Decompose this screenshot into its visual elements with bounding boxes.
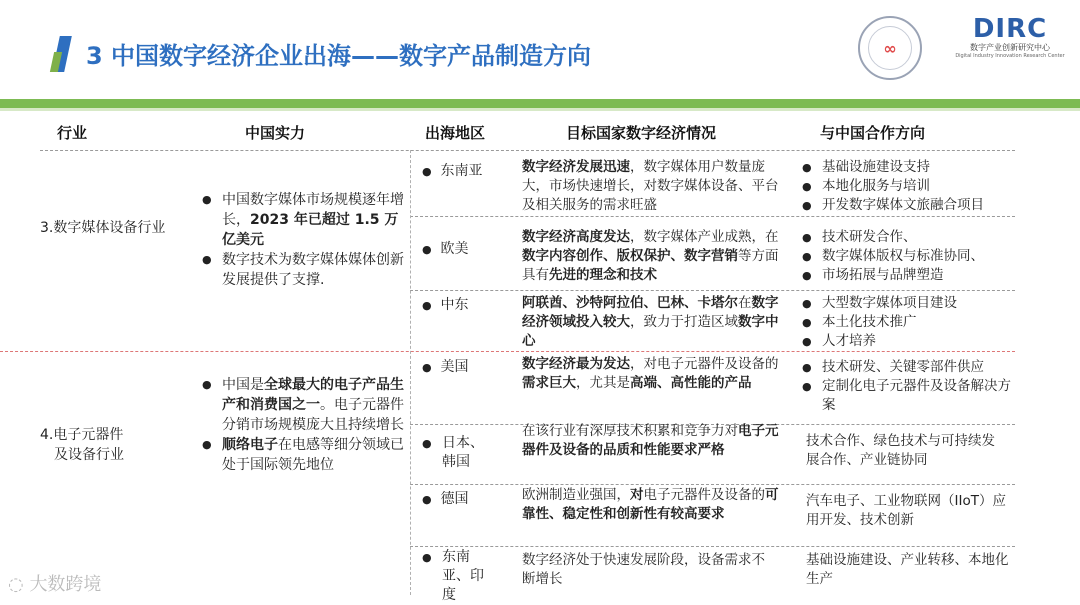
col-header-cooperation: 与中国合作方向 bbox=[820, 124, 926, 142]
row-divider bbox=[410, 216, 1015, 217]
situation-cell: 阿联酋、沙特阿拉伯、巴林、卡塔尔在数字经济领域投入较大，致力于打造区域数字中心 bbox=[522, 295, 779, 349]
cooperation-item: ● 技术研发合作、 bbox=[800, 228, 1015, 247]
col-header-industry: 行业 bbox=[57, 124, 88, 142]
cooperation-cell bbox=[800, 294, 1015, 351]
watermark-icon: ◌ bbox=[8, 574, 30, 595]
cooperation-item: ● 技术研发、关键零部件供应 bbox=[800, 358, 1015, 377]
region-label: ● 德国 bbox=[422, 491, 469, 507]
page-title: 3 中国数字经济企业出海——数字产品制造方向 bbox=[86, 42, 592, 70]
region-label: ● 中东 bbox=[422, 297, 469, 313]
cooperation-cell bbox=[800, 158, 1015, 215]
dirc-logo bbox=[950, 14, 1070, 59]
watermark: ◌ 大数跨境 bbox=[8, 574, 102, 595]
row-divider bbox=[410, 546, 1015, 547]
col-header-situation: 目标国家数字经济情况 bbox=[566, 124, 717, 142]
cooperation-item: ● 本土化技术推广 bbox=[800, 313, 1015, 332]
cooperation-item: ● 本地化服务与培训 bbox=[800, 177, 1015, 196]
infinity-icon: ∞ bbox=[883, 38, 897, 58]
row-divider bbox=[40, 150, 1015, 151]
strength-bullet: ● 顺络电子在电感等细分领域已处于国际领先地位 bbox=[200, 435, 405, 475]
situation-cell: 数字经济最为发达，对电子元器件及设备的需求巨大，尤其是高端、高性能的产品 bbox=[522, 356, 779, 391]
header-divider-band-light bbox=[0, 108, 1080, 111]
cooperation-item: ● 数字媒体版权与标准协同、 bbox=[800, 247, 1015, 266]
situation-cell: 欧洲制造业强国，对电子元器件及设备的可靠性、稳定性和创新性有较高要求 bbox=[522, 487, 779, 522]
situation-cell: 在该行业有深厚技术积累和竞争力对电子元器件及设备的品质和性能要求严格 bbox=[522, 423, 779, 458]
situation-cell: 数字经济处于快速发展阶段，设备需求不断增长 bbox=[522, 552, 765, 587]
dirc-en-name: Digital Industry Innovation Research Center bbox=[955, 53, 1065, 59]
cooperation-cell: 技术合作、绿色技术与可持续发展合作、产业链协同 bbox=[806, 433, 995, 468]
situation-cell: 数字经济发展迅速，数字媒体用户数量庞大，市场快速增长，对数字媒体设备、平台及相关服务的需求旺盛 bbox=[522, 159, 779, 213]
cooperation-item: ● 人才培养 bbox=[800, 332, 1015, 351]
industry-name: 3.数字媒体设备行业 bbox=[40, 220, 166, 236]
strength-bullet: ● 中国数字媒体市场规模逐年增长，2023 年已超过 1.5 万亿美元 bbox=[200, 190, 405, 250]
region-label: ● 东南亚、印度 bbox=[422, 549, 484, 603]
cooperation-cell: 汽车电子、工业物联网（IIoT）应用开发、技术创新 bbox=[806, 493, 1006, 528]
cooperation-cell bbox=[800, 358, 1015, 415]
cooperation-item: ● 市场拓展与品牌塑造 bbox=[800, 266, 1015, 285]
col-header-region: 出海地区 bbox=[425, 124, 486, 142]
situation-cell: 数字经济高度发达，数字媒体产业成熟，在数字内容创作、版权保护、数字营销等方面具有先进的理念和技术 bbox=[522, 229, 779, 283]
cooperation-cell bbox=[800, 228, 1015, 285]
region-label: ● 欧美 bbox=[422, 241, 469, 257]
cooperation-item: ● 开发数字媒体文旅融合项目 bbox=[800, 196, 1015, 215]
row-divider bbox=[410, 290, 1015, 291]
strength-cell bbox=[200, 190, 405, 290]
column-divider bbox=[410, 150, 411, 595]
cooperation-item: ● 基础设施建设支持 bbox=[800, 158, 1015, 177]
strength-cell bbox=[200, 375, 405, 475]
region-label: ● 美国 bbox=[422, 359, 469, 375]
dirc-cn-name: 数字产业创新研究中心 bbox=[970, 43, 1050, 52]
region-label: ● 东南亚 bbox=[422, 163, 483, 179]
col-header-strength: 中国实力 bbox=[245, 124, 306, 142]
dirc-logo-text: DIRC bbox=[972, 14, 1048, 44]
cooperation-item: ● 定制化电子元器件及设备解决方案 bbox=[800, 377, 1015, 415]
row-divider bbox=[410, 484, 1015, 485]
section-divider bbox=[0, 351, 1015, 352]
region-label: ● 日本、韩国 bbox=[422, 435, 484, 470]
institution-seal-logo bbox=[858, 16, 922, 80]
cooperation-item: ● 大型数字媒体项目建设 bbox=[800, 294, 1015, 313]
cooperation-cell: 基础设施建设、产业转移、本地化生产 bbox=[806, 552, 1009, 587]
strength-bullet: ● 中国是全球最大的电子产品生产和消费国之一。电子元器件分销市场规模庞大且持续增长 bbox=[200, 375, 405, 435]
strength-bullet: ● 数字技术为数字媒体媒体创新发展提供了支撑. bbox=[200, 250, 405, 290]
industry-name: 4.电子元器件 及设备行业 bbox=[40, 427, 124, 463]
